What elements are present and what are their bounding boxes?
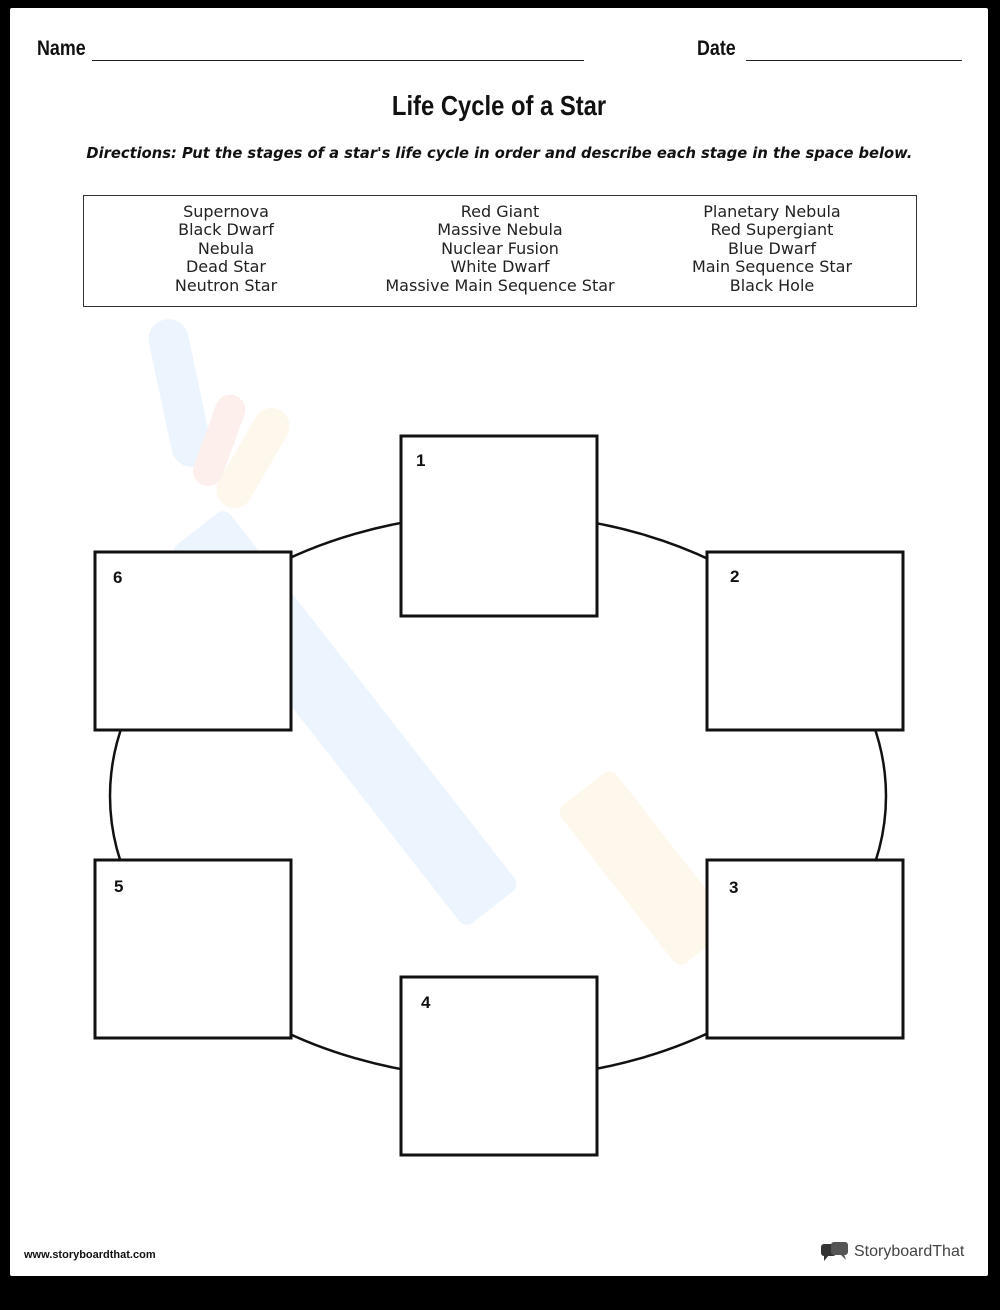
stage-box-1[interactable] — [401, 436, 597, 616]
date-label: Date — [697, 37, 736, 60]
word-bank-item: Massive Main Sequence Star — [385, 275, 615, 295]
word-bank-item: Neutron Star — [174, 275, 278, 295]
stage-box-2[interactable] — [707, 552, 903, 730]
stage-number-4: 4 — [421, 993, 431, 1012]
word-bank-item: Red Giant — [460, 202, 540, 221]
stage-number-2: 2 — [730, 567, 740, 586]
word-bank-item: Black Hole — [729, 275, 815, 295]
word-bank-item: Nebula — [197, 238, 255, 258]
word-bank-item: Blue Dwarf — [728, 238, 816, 258]
word-bank-item: Massive Nebula — [437, 220, 563, 240]
worksheet-page — [10, 8, 988, 1276]
life-cycle-diagram — [10, 8, 988, 1276]
word-bank-item: Dead Star — [185, 257, 267, 277]
stage-box-6[interactable] — [95, 552, 291, 730]
word-bank-item: Main Sequence Star — [691, 257, 853, 277]
directions-text: Directions: Put the stages of a star's life cycle in order and describe each stage in the space below. — [86, 144, 912, 162]
word-bank-item: Black Dwarf — [178, 220, 274, 240]
brand-name: StoryboardThat — [854, 1243, 965, 1260]
page-title: Life Cycle of a Star — [391, 90, 607, 121]
brand-logo — [820, 1240, 964, 1264]
word-bank-item: White Dwarf — [450, 257, 550, 277]
word-bank-item: Planetary Nebula — [703, 202, 841, 221]
word-bank-item: Nuclear Fusion — [441, 238, 559, 258]
stage-number-3: 3 — [729, 878, 739, 897]
footer-url[interactable]: www.storyboardthat.com — [24, 1249, 156, 1261]
stage-number-1: 1 — [416, 451, 426, 470]
word-bank-item: Red Supergiant — [710, 220, 834, 240]
stage-number-5: 5 — [114, 877, 124, 896]
name-label: Name — [37, 37, 86, 60]
stage-number-6: 6 — [113, 568, 123, 587]
stage-box-3[interactable] — [707, 860, 903, 1038]
word-bank-item: Supernova — [183, 202, 269, 221]
speech-bubbles-icon — [820, 1241, 850, 1263]
stage-box-5[interactable] — [95, 860, 291, 1038]
stage-box-4[interactable] — [401, 977, 597, 1155]
